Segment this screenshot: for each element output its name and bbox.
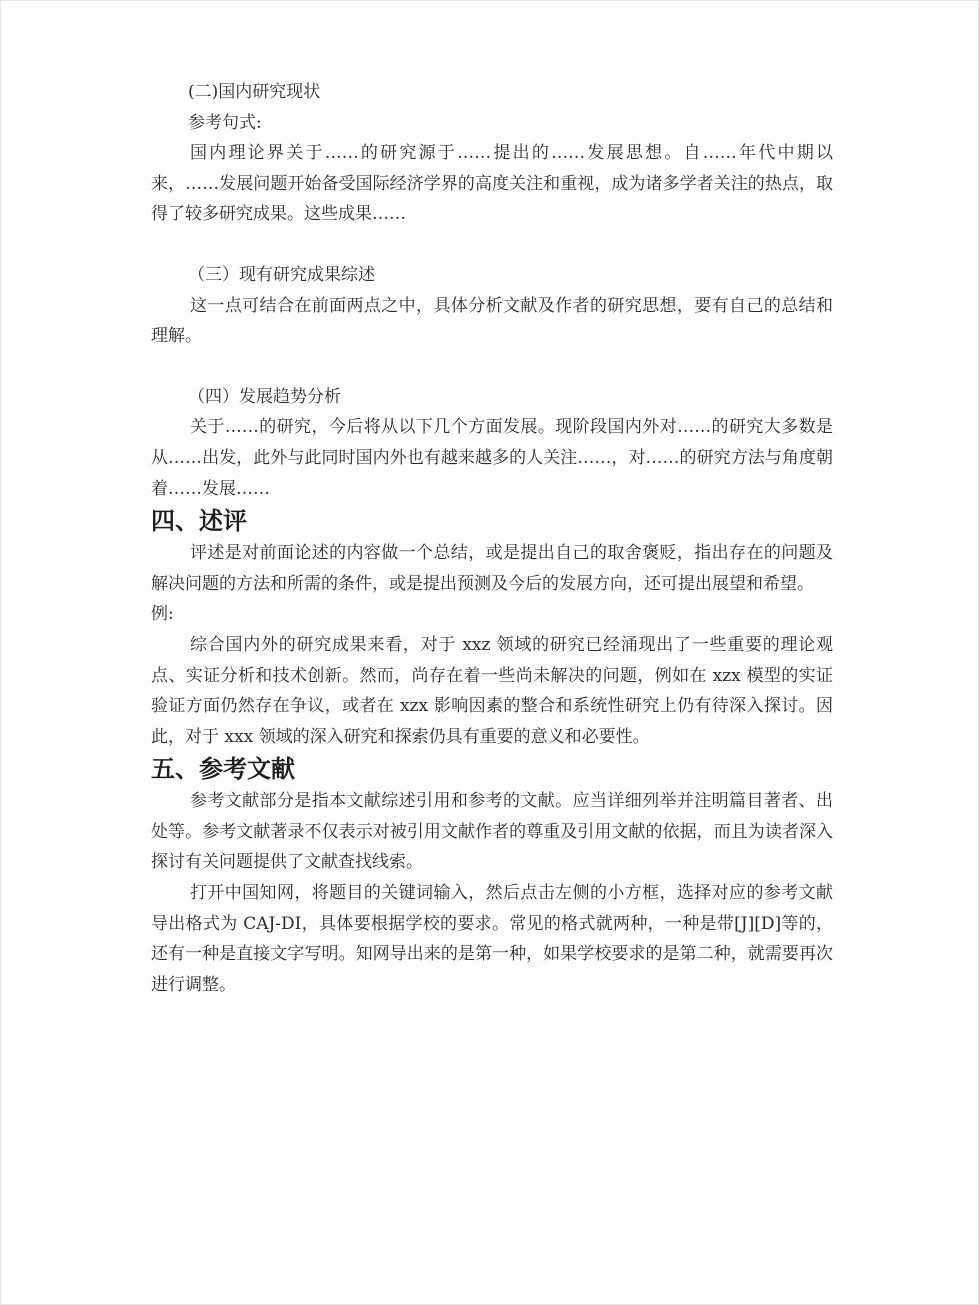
trend-analysis-paragraph: 关于……的研究，今后将从以下几个方面发展。现阶段国内外对……的研究大多数是从……出发，此外与此同时国内外也有越来越多的人关注……，对……的研究方法与角度朝着……发展……	[151, 417, 833, 499]
spacer	[151, 352, 833, 382]
section-heading-trend-analysis: （四）发展趋势分析	[188, 386, 341, 407]
document-content	[151, 77, 833, 1000]
references-paragraph-2: 打开中国知网，将题目的关键词输入，然后点击左侧的小方框，选择对应的参考文献导出格式为 CAJ-DI，具体要根据学校的要求。常见的格式就两种，一种是带[J][D]等的，还有一种是直接文字写明。知网导出来的是第一种，如果学校要求的是第二种，就需要再次进行调整。	[151, 883, 833, 995]
references-paragraph-1: 参考文献部分是指本文献综述引用和参考的文献。应当详细列举并注明篇目著者、出处等。参考文献著录不仅表示对被引用文献作者的尊重及引用文献的依据，而且为读者深入探讨有关问题提供了文献查找线索。	[151, 791, 833, 873]
section-heading-existing-results: （三）现有研究成果综述	[188, 264, 375, 285]
example-label: 例:	[151, 604, 174, 625]
existing-results-paragraph: 这一点可结合在前面两点之中，具体分析文献及作者的研究思想，要有自己的总结和理解。	[151, 295, 833, 347]
reference-sentence-label: 参考句式:	[188, 112, 262, 133]
section-heading-review: 四、述评	[151, 506, 247, 536]
example-paragraph: 综合国内外的研究成果来看，对于 xxz 领域的研究已经涌现出了一些重要的理论观点、实证分析和技术创新。然而，尚存在着一些尚未解决的问题，例如在 xzx 模型的实证验证方面仍然存在争议，或者在 xzx 影响因素的整合和系统性研究上仍有待深入探讨。因此，对于 xxx 领域的深入研究和探索仍具有重要的意义和必要性。	[151, 634, 833, 747]
section-heading-domestic-research: (二)国内研究现状	[188, 82, 321, 102]
spacer	[151, 230, 833, 260]
section-heading-references: 五、参考文献	[151, 754, 295, 784]
domestic-research-paragraph: 国内理论界关于……的研究源于……提出的……发展思想。自……年代中期以来，……发展问题开始备受国际经济学界的高度关注和重视，成为诸多学者关注的热点，取得了较多研究成果。这些成果……	[151, 143, 833, 225]
review-paragraph: 评述是对前面论述的内容做一个总结，或是提出自己的取舍褒贬，指出存在的问题及解决问题的方法和所需的条件，或是提出预测及今后的发展方向，还可提出展望和希望。	[151, 543, 833, 594]
